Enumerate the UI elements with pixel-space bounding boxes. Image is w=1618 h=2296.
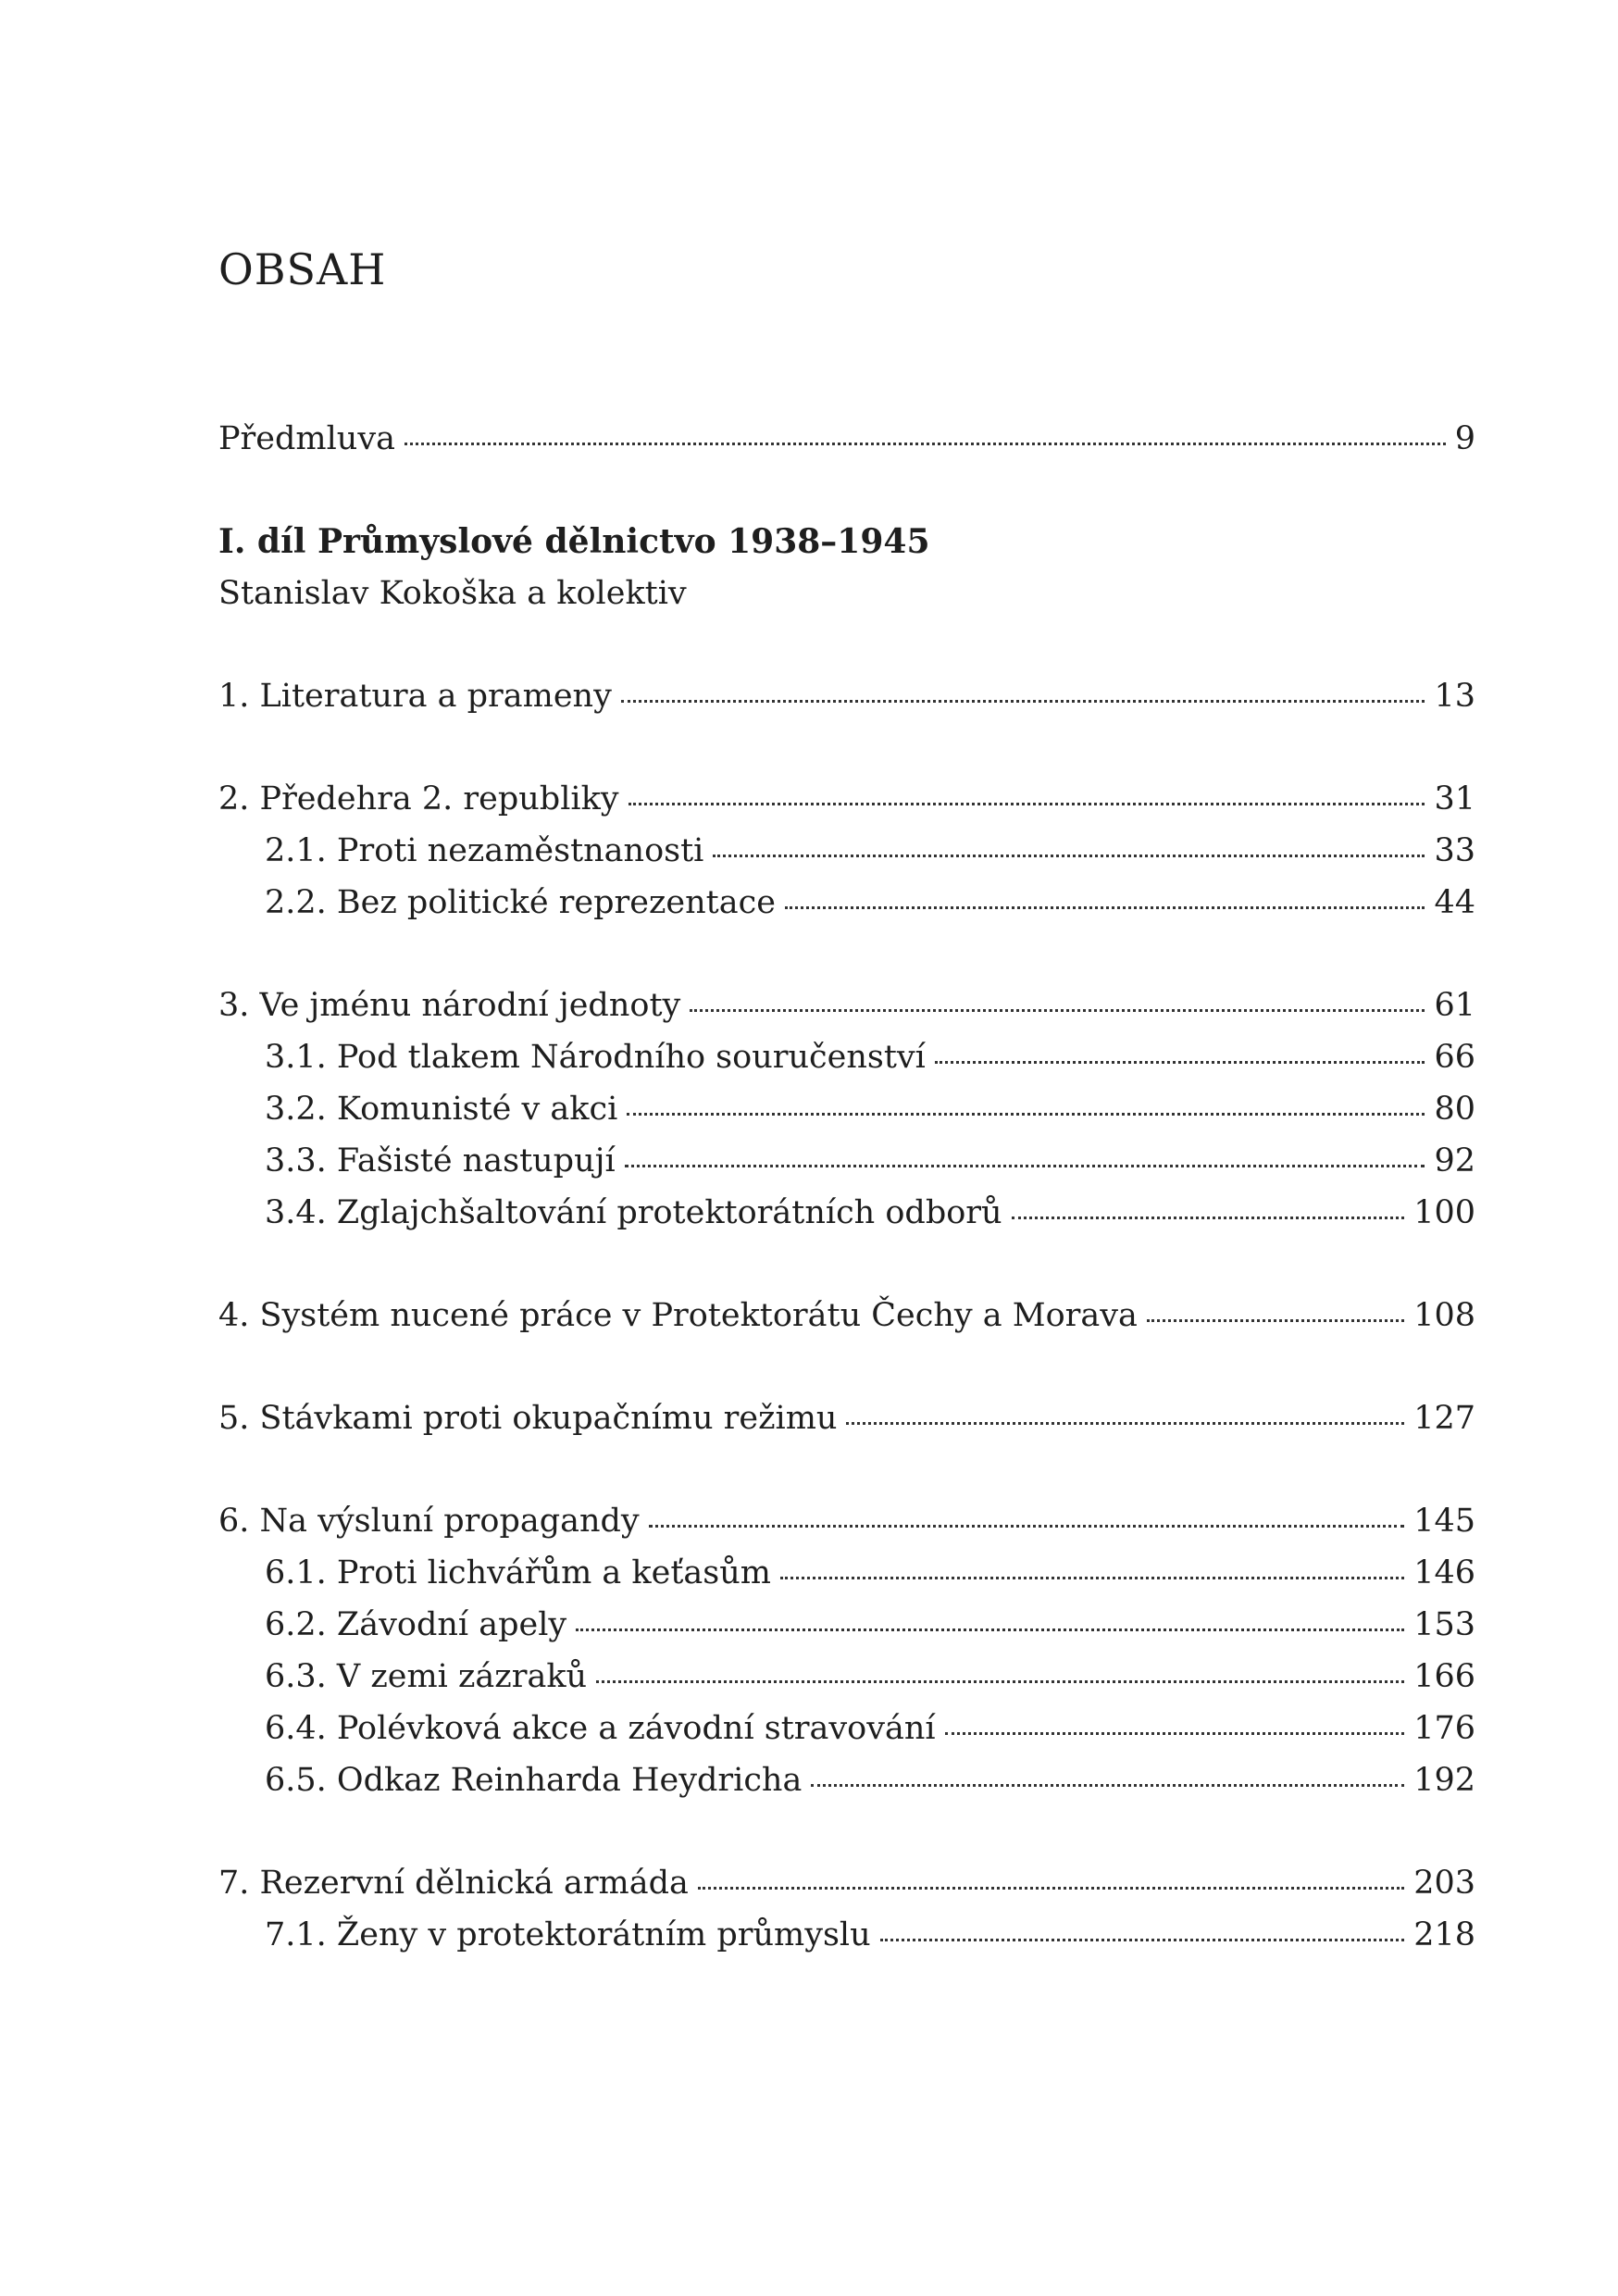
toc-entry-page: 31 xyxy=(1434,780,1475,817)
dot-leader xyxy=(629,803,1425,805)
dot-leader xyxy=(627,1113,1425,1116)
dot-leader xyxy=(621,700,1425,703)
dot-leader xyxy=(576,1628,1404,1631)
toc-entry-page: 9 xyxy=(1454,420,1475,457)
toc-entry-page: 146 xyxy=(1413,1554,1475,1591)
toc-entry-page: 203 xyxy=(1413,1865,1475,1902)
toc-subentry[interactable] xyxy=(218,1135,1475,1187)
spacer xyxy=(218,1341,1475,1392)
dot-leader xyxy=(404,443,1446,445)
dot-leader xyxy=(811,1784,1404,1787)
dot-leader xyxy=(698,1887,1404,1890)
toc-entry-preface[interactable] xyxy=(218,413,1475,465)
toc-subentry[interactable] xyxy=(218,1909,1475,1961)
dot-leader xyxy=(625,1165,1425,1167)
part-title: I. díl Průmyslové dělnictvo 1938–1945 xyxy=(218,522,930,561)
toc-subentry[interactable] xyxy=(218,1599,1475,1651)
toc-chapter[interactable] xyxy=(218,1857,1475,1909)
dot-leader xyxy=(846,1422,1404,1425)
toc-entry-page: 153 xyxy=(1413,1606,1475,1643)
table-of-contents xyxy=(218,413,1475,1961)
toc-chapter[interactable] xyxy=(218,773,1475,825)
toc-entry-page: 61 xyxy=(1434,987,1475,1024)
toc-entry-title: 3. Ve jménu národní jednoty xyxy=(218,987,681,1024)
toc-chapter[interactable] xyxy=(218,980,1475,1031)
toc-entry-title: 7. Rezervní dělnická armáda xyxy=(218,1865,689,1902)
toc-entry-title: 2.2. Bez politické reprezentace xyxy=(265,884,776,921)
toc-entry-page: 80 xyxy=(1434,1091,1475,1128)
spacer xyxy=(218,1444,1475,1495)
toc-entry-page: 66 xyxy=(1434,1039,1475,1076)
toc-chapter[interactable] xyxy=(218,1495,1475,1547)
toc-entry-title: 3.1. Pod tlakem Národního souručenství xyxy=(265,1039,926,1076)
toc-entry-page: 192 xyxy=(1413,1762,1475,1799)
toc-subentry[interactable] xyxy=(218,825,1475,877)
toc-entry-title: 3.3. Fašisté nastupují xyxy=(265,1142,616,1179)
toc-entry-title: 6.3. V zemi zázraků xyxy=(265,1658,588,1695)
dot-leader xyxy=(1147,1319,1404,1322)
toc-entry-title: 2.1. Proti nezaměstnanosti xyxy=(265,832,704,869)
toc-chapter[interactable] xyxy=(218,1290,1475,1341)
toc-subentry[interactable] xyxy=(218,1187,1475,1239)
dot-leader xyxy=(1012,1217,1405,1219)
spacer xyxy=(218,1806,1475,1857)
toc-entry-title: 6.5. Odkaz Reinharda Heydricha xyxy=(265,1762,803,1799)
toc-entry-title: 3.2. Komunisté v akci xyxy=(265,1091,618,1128)
toc-entry-title: Předmluva xyxy=(218,420,395,457)
dot-leader xyxy=(649,1525,1404,1528)
dot-leader xyxy=(880,1939,1405,1941)
spacer xyxy=(218,465,1475,516)
toc-entry-page: 127 xyxy=(1413,1400,1475,1437)
toc-entry-title: 6.2. Závodní apely xyxy=(265,1606,567,1643)
toc-subentry[interactable] xyxy=(218,1547,1475,1599)
dot-leader xyxy=(690,1009,1425,1012)
toc-entry-page: 100 xyxy=(1413,1194,1475,1231)
toc-chapter[interactable] xyxy=(218,1392,1475,1444)
toc-entry-page: 166 xyxy=(1413,1658,1475,1695)
dot-leader xyxy=(780,1577,1404,1579)
spacer xyxy=(218,722,1475,773)
dot-leader xyxy=(945,1732,1405,1735)
spacer xyxy=(218,929,1475,980)
toc-entry-title: 4. Systém nucené práce v Protektorátu Čechy a Morava xyxy=(218,1297,1138,1334)
chapter-list xyxy=(218,670,1475,1961)
toc-entry-title: 2. Předehra 2. republiky xyxy=(218,780,619,817)
toc-entry-title: 1. Literatura a prameny xyxy=(218,678,612,715)
dot-leader xyxy=(596,1680,1404,1683)
toc-entry-title: 5. Stávkami proti okupačnímu režimu xyxy=(218,1400,838,1437)
part-author: Stanislav Kokoška a kolektiv xyxy=(218,575,687,612)
toc-entry-title: 6.4. Polévková akce a závodní stravování xyxy=(265,1710,936,1747)
toc-subentry[interactable] xyxy=(218,877,1475,929)
toc-subentry[interactable] xyxy=(218,1651,1475,1703)
toc-subentry[interactable] xyxy=(218,1031,1475,1083)
page-title: OBSAH xyxy=(218,244,387,294)
toc-entry-page: 108 xyxy=(1413,1297,1475,1334)
toc-entry-page: 145 xyxy=(1413,1503,1475,1540)
toc-subentry[interactable] xyxy=(218,1754,1475,1806)
toc-entry-page: 33 xyxy=(1434,832,1475,869)
toc-entry-title: 6. Na výsluní propagandy xyxy=(218,1503,640,1540)
dot-leader xyxy=(785,906,1425,909)
spacer xyxy=(218,1239,1475,1290)
toc-entry-page: 13 xyxy=(1434,678,1475,715)
toc-entry-page: 218 xyxy=(1413,1916,1475,1953)
dot-leader xyxy=(935,1061,1425,1064)
toc-entry-title: 7.1. Ženy v protektorátním průmyslu xyxy=(265,1916,871,1953)
toc-entry-page: 92 xyxy=(1434,1142,1475,1179)
toc-subentry[interactable] xyxy=(218,1703,1475,1754)
dot-leader xyxy=(713,855,1425,857)
toc-entry-page: 44 xyxy=(1434,884,1475,921)
toc-entry-title: 6.1. Proti lichvářům a keťasům xyxy=(265,1554,771,1591)
toc-subentry[interactable] xyxy=(218,1083,1475,1135)
toc-chapter[interactable] xyxy=(218,670,1475,722)
spacer xyxy=(218,619,1475,670)
toc-entry-page: 176 xyxy=(1413,1710,1475,1747)
toc-entry-title: 3.4. Zglajchšaltování protektorátních odborů xyxy=(265,1194,1002,1231)
